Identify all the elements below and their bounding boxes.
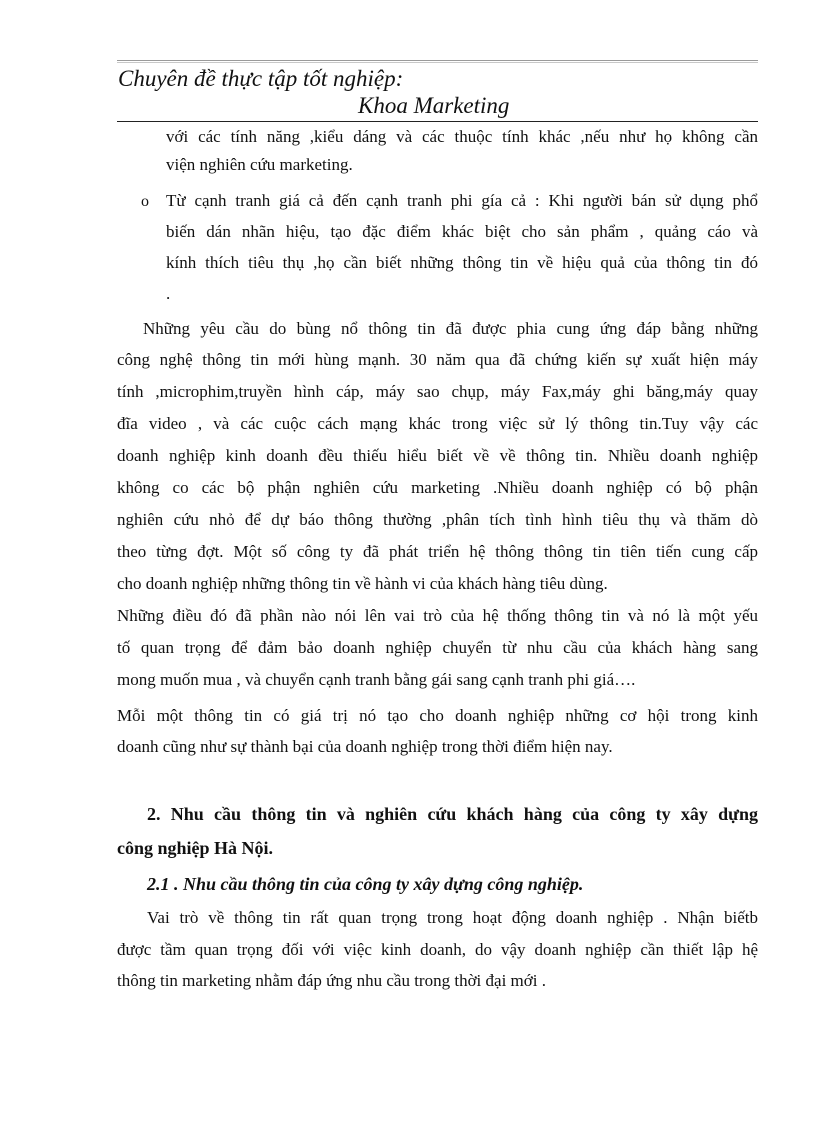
paragraph-line: thông tin marketing nhằm đáp ứng nhu cầu trong thời đại mới . <box>117 971 546 990</box>
bullet-marker: o <box>141 193 149 210</box>
paragraph-line: Những yêu cầu do bùng nổ thông tin đã được phia cung ứng đáp bằng những <box>143 319 758 338</box>
paragraph-line: cho doanh nghiệp những thông tin về hành vi của khách hàng tiêu dùng. <box>117 574 608 593</box>
paragraph-line: đĩa video , và các cuộc cách mạng khác trong việc sử lý thông tin.Tuy vậy các <box>117 414 758 433</box>
header-subtitle: Khoa Marketing <box>358 93 510 118</box>
paragraph-line: doanh nghiệp kinh doanh đều thiếu hiểu biết về về thông tin. Nhiều doanh nghiệp <box>117 446 758 465</box>
header-bottom-rule <box>117 121 758 122</box>
bullet-line: Từ cạnh tranh giá cả đến cạnh tranh phi gía cả : Khi người bán sử dụng phổ <box>166 191 758 210</box>
paragraph-line: nghiên cứu nhỏ để dự báo thông thường ,phân tích tình hình tiêu thụ và thăm dò <box>117 510 758 529</box>
subsection-heading: 2.1 . Nhu cầu thông tin của công ty xây dựng công nghiệp. <box>147 874 584 894</box>
header-top-rule-2 <box>117 62 758 63</box>
paragraph-line: không co các bộ phận nghiên cứu marketing .Nhiều doanh nghiệp có bộ phận <box>117 478 758 497</box>
paragraph-line: tính ,microphim,truyền hình cáp, máy sao chụp, máy Fax,máy ghi băng,máy quay <box>117 382 758 401</box>
bullet-line: biến dán nhãn hiệu, tạo đặc điểm khác biệt cho sản phẩm , quảng cáo và <box>166 222 758 241</box>
section-heading: công nghiệp Hà Nội. <box>117 838 274 858</box>
bullet-line: . <box>166 284 171 303</box>
paragraph-line: được tầm quan trọng đối với việc kinh doanh, do vậy doanh nghiệp cần thiết lập hệ <box>117 940 758 959</box>
text-line: viện nghiên cứu marketing. <box>166 155 353 174</box>
paragraph-line: công nghệ thông tin mới hùng mạnh. 30 năm qua đã chứng kiến sự xuất hiện máy <box>117 350 758 369</box>
section-heading: 2. Nhu cầu thông tin và nghiên cứu khách hàng của công ty xây dựng <box>147 804 758 824</box>
paragraph-line: Những điều đó đã phần nào nói lên vai trò của hệ thống thông tin và nó là một yếu <box>117 606 758 625</box>
text-line: với các tính năng ,kiểu dáng và các thuộc tính khác ,nếu như họ không cần <box>166 127 758 146</box>
paragraph-line: theo từng đợt. Một số công ty đã phát triển hệ thông thông tin tiên tiến cung cấp <box>117 542 758 561</box>
header-title: Chuyên đề thực tập tốt nghiệp: <box>118 66 404 91</box>
bullet-line: kính thích tiêu thụ ,họ cần biết những thông tin về hiệu quả của thông tin đó <box>166 253 758 272</box>
paragraph-line: Mỗi một thông tin có giá trị nó tạo cho doanh nghiệp những cơ hội trong kinh <box>117 706 758 725</box>
paragraph-line: doanh cũng như sự thành bại của doanh nghiệp trong thời điểm hiện nay. <box>117 737 613 756</box>
paragraph-line: tố quan trọng để đảm bảo doanh nghiệp chuyển từ nhu cầu của khách hàng sang <box>117 638 758 657</box>
paragraph-line: mong muốn mua , và chuyển cạnh tranh bằng gái sang cạnh tranh phi giá…. <box>117 670 636 689</box>
paragraph-line: Vai trò về thông tin rất quan trọng trong hoạt động doanh nghiệp . Nhận biếtb <box>147 908 758 927</box>
header-top-rule <box>117 60 758 61</box>
